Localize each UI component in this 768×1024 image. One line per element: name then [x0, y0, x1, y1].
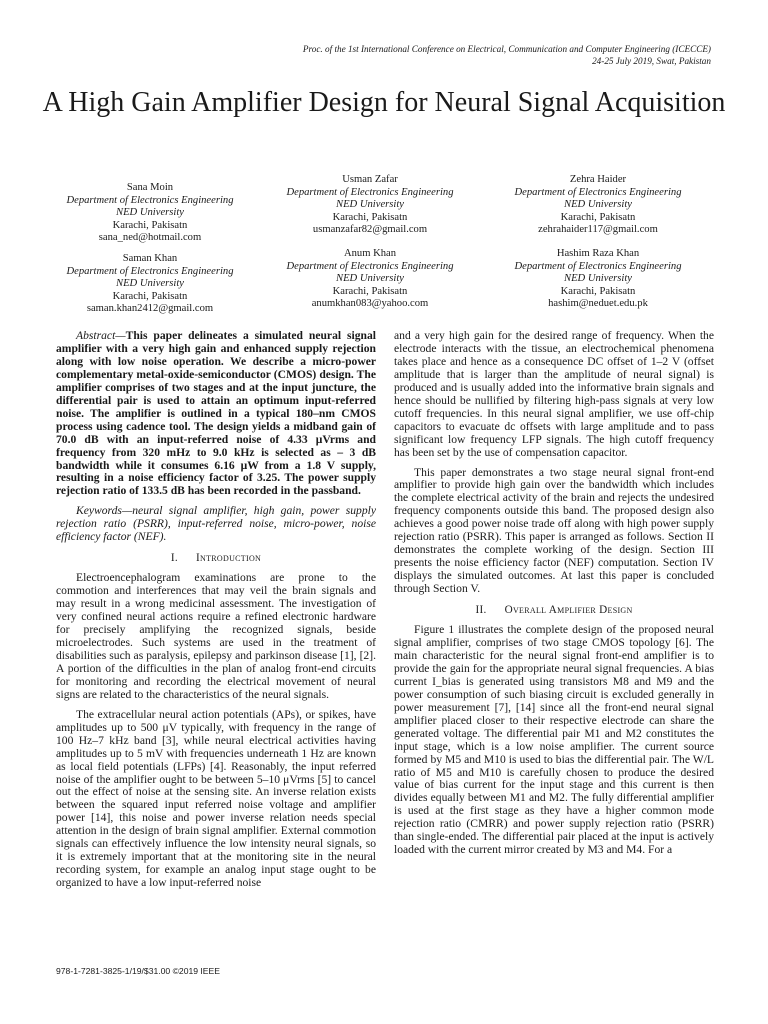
- author-city: Karachi, Pakisatn: [560, 211, 636, 223]
- author-university: NED University: [564, 273, 632, 285]
- author-department: Department of Electronics Engineering: [286, 186, 454, 198]
- author-name: Anum Khan: [343, 248, 397, 259]
- author-email: sana_ned@hotmail.com: [98, 232, 202, 244]
- body-paragraph: Figure 1 illustrates the complete design of the proposed neural signal amplifier, comprises of two stage CMOS topology [6]. The main characteristic for the neural signal front-end amplifier is to provide the gain for the appropriate neural signal frequencies. A bias current I_bias is generated using transistors M8 and M9 and the power consumption of such biasing circuit is excluded generally in power measurement [7], [14] since all the front-end neural signal amplifier placed closer to their respective electrode can share the generated voltage. The differential pair M1 and M2 constitutes the input stage, which is a low noise amplifier. The current source formed by M5 and M10 is used to bias the differential pair. The W/L ratio of M5 and M10 is carefully chosen to produce the desired value of bias current for the input stage and this current is then divides equally between M1 and M2. The fully differential amplifier is used at the first stage as they have a higher common mode rejection ratio (CMRR) and power supply rejection ratio (PSRR) than single-ended. The differential pair placed at the input is actively loaded with the current mirror created by M3 and M4. For a: [394, 623, 714, 857]
- abstract-lead: Abstract—: [76, 329, 126, 342]
- proceedings-line-1: Proc. of the 1st International Conference on Electrical, Communication and Computer Engineering (ICECCE): [302, 44, 711, 54]
- author-card: [478, 248, 718, 311]
- section-number: II.: [475, 604, 487, 617]
- section-title: Introduction: [196, 552, 262, 565]
- author-department: Department of Electronics Engineering: [286, 260, 454, 272]
- author-department: Department of Electronics Engineering: [66, 265, 234, 277]
- abstract-text: This paper delineates a simulated neural signal amplifier with a very high gain and enhanced supply rejection along with low noise operation. We describe a micro-power complementary metal-oxide-semiconductor (CMOS) design. The amplifier comprises of two stages and at the input juncture, the differential pair is used to attain an optimum input-referred noise. The amplifier is outlined in a typical 180–nm CMOS process using cadence tool. The design yields a midband gain of 70.0 dB with an input-referred noise of 4.33 μVrms and frequency from 320 mHz to 9.0 kHz is selected as – 3 dB bandwidth while it consumes 6.16 μW from a 1.8 V supply, resulting in a noise efficiency factor of 3.25. The power supply rejection ratio of 133.5 dB has been recorded in the passband.: [56, 329, 376, 498]
- author-name: Hashim Raza Khan: [556, 248, 640, 259]
- author-department: Department of Electronics Engineering: [66, 194, 234, 206]
- keywords: Keywords—neural signal amplifier, high gain, power supply rejection ratio (PSRR), input-referred noise, micro-power, noise efficiency factor (NEF).: [56, 504, 376, 544]
- proceedings-line-2: 24-25 July 2019, Swat, Pakistan: [592, 56, 711, 66]
- body-paragraph: Electroencephalogram examinations are prone to the commotion and interferences that may veil the brain signals and may result in a wrong medicinal assessment. The investigation of very confined neural actions require a refined electronic hardware for precisely amplifying the recognized signals, beside microelectrodes. Such systems are used in the treatment of disabilities such as paralysis, epilepsy and parkinson disease [1], [2]. A portion of the difficulties in the plan of analog front-end circuits for monitoring and recording the electrical movement of neural signs are related to the characteristics of the neural signals.: [56, 571, 376, 701]
- author-card: [30, 253, 270, 316]
- author-department: Department of Electronics Engineering: [514, 260, 682, 272]
- author-email: saman.khan2412@gmail.com: [86, 303, 214, 315]
- author-city: Karachi, Pakisatn: [332, 285, 408, 297]
- author-name: Zehra Haider: [569, 174, 627, 185]
- author-city: Karachi, Pakisatn: [332, 211, 408, 223]
- author-city: Karachi, Pakisatn: [112, 219, 188, 231]
- author-email: usmanzafar82@gmail.com: [312, 224, 428, 236]
- author-card: [30, 182, 270, 245]
- body-paragraph: The extracellular neural action potentials (APs), or spikes, have amplitudes up to 500 μV typically, with frequency in the range of 100 Hz–7 kHz band [3], while neural electrical activities having amplitudes up to 5 mV with frequencies underneath 1 Hz are known as local field potentials (LFPs) [4]. Reasonably, the input referred noise of the amplifier ought to be between 5–10 μVrms [5] to cancel out the effect of noise at the sensing site. An inverse relation exists between the squared input referred noise voltage and amplifier power [14], this noise and power inverse relation needs special attention in the design of brain signal amplifier. External commotion signals can effectively influence the low intensity neural signals, so it is extremely important that at the monitoring site in the neural recording system, for example an analog input stage ought to be organized to have a low input-referred noise: [56, 707, 376, 890]
- author-university: NED University: [564, 199, 632, 211]
- author-card: [250, 174, 490, 237]
- author-name: Sana Moin: [126, 182, 174, 193]
- author-university: NED University: [336, 273, 404, 285]
- author-university: NED University: [336, 199, 404, 211]
- paper-title: A High Gain Amplifier Design for Neural Signal Acquisition: [42, 87, 726, 118]
- author-city: Karachi, Pakisatn: [560, 285, 636, 297]
- author-department: Department of Electronics Engineering: [514, 186, 682, 198]
- author-email: anumkhan083@yahoo.com: [311, 298, 429, 310]
- body-paragraph: This paper demonstrates a two stage neural signal front-end amplifier to provide high gain over the bandwidth which includes the complete electrical activity of the brain and rejects the undesired frequency components outside this band. The proposed design also achieves a good power noise trade off along with high power supply rejection ratio (PSRR). This paper is arranged as follows. Section II demonstrates the complete working of the design. Section III presents the noise efficiency factor (NEF) computation. Section IV displays the simulated outcomes. At last this paper is concluded through Section V.: [394, 465, 714, 596]
- section-title: Overall Amplifier Design: [504, 604, 633, 617]
- left-column: [56, 330, 376, 897]
- section-heading-introduction: [56, 552, 376, 565]
- author-email: hashim@neduet.edu.pk: [548, 298, 648, 310]
- author-name: Usman Zafar: [342, 174, 398, 185]
- author-block: [0, 174, 768, 314]
- author-card: [250, 248, 490, 311]
- right-column: [394, 330, 714, 864]
- author-card: [478, 174, 718, 237]
- author-email: zehrahaider117@gmail.com: [538, 224, 658, 236]
- section-number: I.: [170, 552, 178, 565]
- section-heading-overall-design: [394, 604, 714, 617]
- author-name: Saman Khan: [122, 253, 178, 264]
- author-city: Karachi, Pakisatn: [112, 290, 188, 302]
- body-paragraph: and a very high gain for the desired range of frequency. When the electrode interacts with the tissue, an electrochemical phenomena takes place and hence as a consequence DC offset of 1–2 V (offset amplitude that is larger than the amplitude of neural signal) is produced and is usually added into the informative brain signals and hence should be nullified by filtering high-pass signals at very low cutoff frequencies. In this neural signal amplifier, we use off-chip capacitors to evacuate dc offsets with large amplitude and to pass significant low frequency LFP signals. The high cutoff frequency has been set by the use of compensation capacitor.: [394, 329, 714, 459]
- author-university: NED University: [116, 278, 184, 290]
- copyright-footer: 978-1-7281-3825-1/19/$31.00 ©2019 IEEE: [56, 966, 221, 976]
- author-university: NED University: [116, 207, 184, 219]
- proceedings-header: [151, 43, 711, 67]
- abstract: [56, 330, 376, 498]
